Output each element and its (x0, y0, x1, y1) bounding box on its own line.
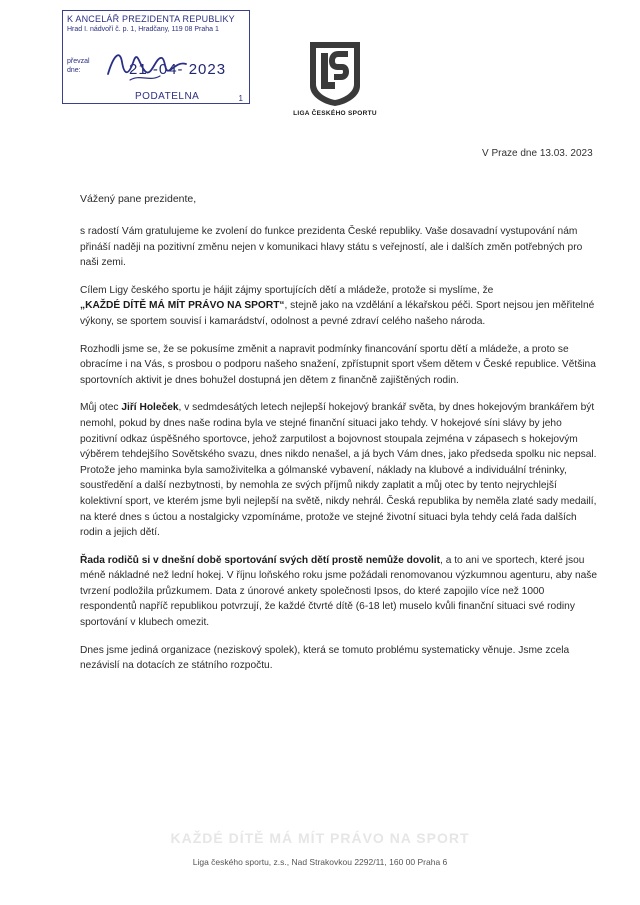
paragraph-6: Dnes jsme jediná organizace (neziskový spolek), která se tomuto problému systematicky věnuje. Jsme zcela nezávislí na dotacích ze státního rozpočtu. (80, 644, 570, 672)
salutation: Vážený pane prezidente, (80, 193, 197, 205)
paragraph-5: Řada rodičů si v dnešní době sportování svých dětí prostě nemůže dovolit, a to ani ve sportech, které jsou méně nákladné než lední hokej. V říjnu loňského roku jsme požádali renomovanou výzkumnou agenturu, aby naše tvrzení podložila průzkumem. Data z únorové ankety společnosti Ipsos, do které zapojilo více než 1000 respondentů napříč republikou potvrzují, že každé čtvrté dítě (6-18 let) muselo kvůli finanční situaci své rodiny sportování v klubech omezit. (80, 554, 598, 629)
paragraph-1: s radostí Vám gratulujeme ke zvolení do funkce prezidenta České republiky. Vaše dosavadní vystupování nám přináší naději na pozitivní změnu nejen v komunikaci hlavy státu s veřejností, ale i dalších změn potřebných pro naši zemi. (80, 226, 583, 269)
stamp-office: K ANCELÁŘ PREZIDENTA REPUBLIKY (67, 14, 235, 24)
liga-logo (292, 36, 378, 126)
stamp-department: PODATELNA (135, 91, 200, 102)
letter-body (80, 224, 600, 686)
handwritten-signature (100, 44, 190, 84)
stamp-received-date: 21 -04- 2023 (129, 61, 227, 78)
name-holecek: Jiří Holeček (121, 402, 179, 414)
footer-address: Liga českého sportu, z.s., Nad Strakovkou 2292/11, 160 00 Praha 6 (192, 857, 448, 867)
stamp-received-label: převzal dne: (67, 58, 90, 74)
letter-date: V Praze dne 13.03. 2023 (482, 148, 593, 159)
paragraph-2: Cílem Ligy českého sportu je hájit zájmy sportujících dětí a mládeže, protože si myslíme, že „KAŽDÉ DÍTĚ MÁ MÍT PRÁVO NA SPORT“, stejně jako na vzdělání a lékařskou péči. Sport nejsou jen měřitelné výkony, se sportem souvisí i kamarádství, odolnost a pevné zdraví celého našeho národa. (80, 284, 595, 327)
logo-name: LIGA ČESKÉHO SPORTU (293, 110, 377, 117)
shield-logo-icon (292, 36, 378, 108)
bold-statement: Řada rodičů si v dnešní době sportování svých dětí prostě nemůže dovolit (80, 554, 441, 566)
paragraph-4: Můj otec Jiří Holeček, v sedmdesátých letech nejlepší hokejový brankář světa, by dnes hokejovým brankářem být nemohl, pokud by dnes naše rodina byla ve stejné finanční situaci jako tehdy. V hokejové síni slávy by jeho pozitivní odkaz úspěšného sportovce, jehož zarputilost a bojovnost stoupala zejména v zápasech s hokejovým výběrem tehdejšího Sovětského svazu, dnes nikdo nenašel, a já bych Vám dnes, jako předseda spolku nic nepsal. Protože jeho maminka byla samoživitelka a gólmanské vybavení, náklady na klubové a individuální tréninky, soustředění a další nezbytnosti, by nemohla ze svých příjmů nikdy zaplatit a můj otec by tento nejrychlejší kolektivní sport, ve kterém jsme byli nejlepší na světě, nikdy nehrál. Česká republika by neměla zlaté sady medailí, na které dnes s úctou a nostalgicky vzpomínáme, protože ve stejné životní situaci byla tehdy celá řada dalších rodin a jejich dětí. (80, 402, 597, 539)
footer-slogan: KAŽDÉ DÍTĚ MÁ MÍT PRÁVO NA SPORT (170, 830, 470, 846)
stamp-count: 1 (238, 94, 243, 103)
paragraph-3: Rozhodli jsme se, že se pokusíme změnit a napravit podmínky financování sportu dětí a mládeže, a proto se obracíme i na Vás, s prosbou o podporu našeho snažení, zpřístupnit sport všem dětem v České republice. Většina sportovních aktivit je dnes bohužel dostupná jen dětem z finančně zajištěných rodin. (80, 343, 596, 386)
stamp-address: Hrad I. nádvoří č. p. 1, Hradčany, 119 08 Praha 1 (67, 26, 219, 33)
slogan-inline: „KAŽDÉ DÍTĚ MÁ MÍT PRÁVO NA SPORT“ (80, 300, 285, 312)
